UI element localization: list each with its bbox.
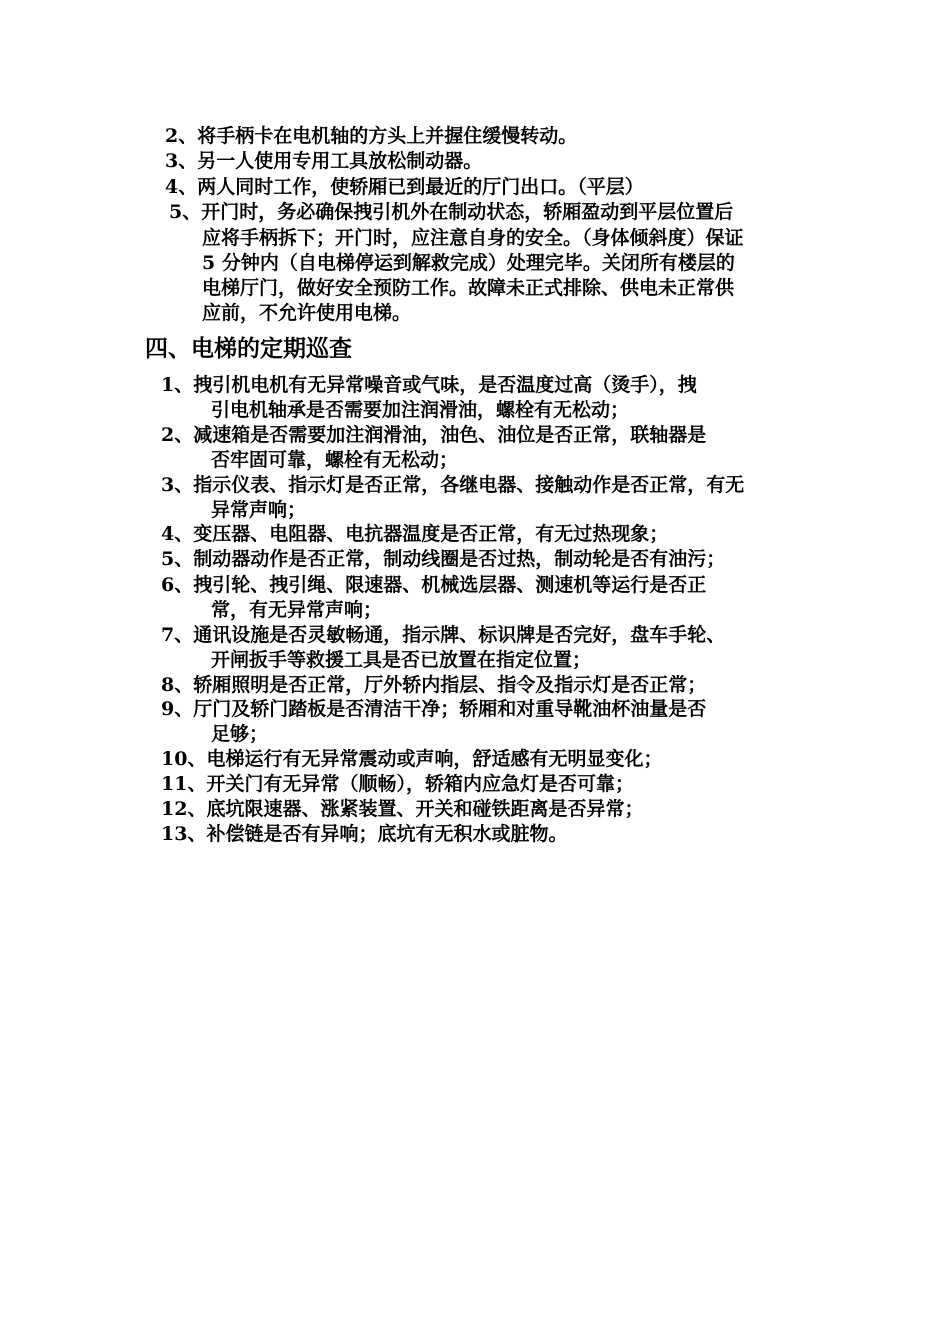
item-text: 、拽引机电机有无异常噪音或气味，是否温度过高（烫手），拽 (174, 374, 697, 396)
item-number: 3 (161, 474, 175, 496)
item-text: 、开门时，务必确保拽引机外在制动状态，轿厢盈动到平层位置后 (182, 201, 734, 223)
item-number: 4 (165, 176, 179, 198)
item-number: 8 (161, 674, 175, 696)
item-text: 、两人同时工作，使轿厢已到最近的厅门出口。（平层） (178, 176, 644, 198)
item-number: 5 (169, 201, 183, 223)
item-number: 13 (161, 823, 188, 845)
inspection-item-6-continuation: 常，有无异常声响； (211, 599, 383, 621)
inspection-item-3 (161, 473, 744, 498)
item-number: 2 (161, 424, 175, 446)
item-text: 、底坑限速器、涨紧装置、开关和碰铁距离是否异常； (187, 798, 644, 820)
item-number: 7 (161, 624, 175, 646)
inspection-item-10 (161, 747, 662, 772)
inspection-item-13 (161, 822, 567, 847)
inspection-item-6 (161, 573, 706, 598)
inspection-item-7 (161, 623, 725, 648)
item-number: 3 (165, 150, 179, 172)
item-text: 、补偿链是否有异响；底坑有无积水或脏物。 (187, 823, 568, 845)
inspection-item-3-continuation: 异常声响； (211, 499, 307, 521)
procedure-item-5-continuation: 应将手柄拆下；开门时，应注意自身的安全。（身体倾斜度）保证 (202, 227, 744, 249)
inspection-item-1-continuation: 引电机轴承是否需要加注润滑油，螺栓有无松动； (211, 399, 630, 421)
item-text: 、将手柄卡在电机轴的方头上并握住缓慢转动。 (178, 125, 578, 147)
inspection-item-2 (161, 423, 706, 448)
procedure-item-5-continuation: 电梯厅门，做好安全预防工作。故障未正式排除、供电未正常供 (202, 277, 735, 299)
inspection-item-11 (161, 772, 634, 797)
procedure-item-2 (165, 124, 577, 149)
inspection-item-7-continuation: 开闸扳手等救援工具是否已放置在指定位置； (211, 649, 592, 671)
item-text: 、开关门有无异常（顺畅），轿箱内应急灯是否可靠； (187, 773, 634, 795)
item-number: 1 (161, 374, 175, 396)
inspection-item-9 (161, 697, 706, 722)
item-text: 、厅门及轿门踏板是否清洁干净；轿厢和对重导靴油杯油量是否 (174, 698, 707, 720)
item-text: 、电梯运行有无异常震动或声响，舒适感有无明显变化； (187, 748, 663, 770)
inspection-item-9-continuation: 足够； (211, 723, 269, 745)
item-text: 、指示仪表、指示灯是否正常，各继电器、接触动作是否正常，有无 (174, 474, 745, 496)
inspection-item-4 (161, 522, 668, 547)
procedure-item-5-continuation: 应前，不允许使用电梯。 (202, 302, 412, 324)
item-text: 、变压器、电阻器、电抗器温度是否正常，有无过热现象； (174, 523, 669, 545)
procedure-item-3 (165, 149, 482, 174)
item-text: 、制动器动作是否正常，制动线圈是否过热，制动轮是否有油污； (174, 548, 726, 570)
item-number: 2 (165, 125, 179, 147)
inspection-item-8 (161, 673, 706, 698)
item-number: 4 (161, 523, 175, 545)
item-text: 、减速箱是否需要加注润滑油，油色、油位是否正常，联轴器是 (174, 424, 707, 446)
item-text: 、通讯设施是否灵敏畅通，指示牌、标识牌是否完好，盘车手轮、 (174, 624, 726, 646)
inspection-item-12 (161, 797, 643, 822)
item-number: 9 (161, 698, 175, 720)
item-text: 、轿厢照明是否正常，厅外轿内指层、指令及指示灯是否正常； (174, 674, 707, 696)
procedure-item-4 (165, 175, 644, 200)
item-text: 、另一人使用专用工具放松制动器。 (178, 150, 483, 172)
procedure-item-5-continuation: 5 分钟内（自电梯停运到解救完成）处理完毕。关闭所有楼层的 (202, 252, 735, 274)
item-number: 6 (161, 574, 175, 596)
section-heading: 四、电梯的定期巡查 (145, 335, 352, 362)
inspection-item-1 (161, 373, 697, 398)
item-number: 5 (161, 548, 175, 570)
inspection-item-5 (161, 547, 725, 572)
item-number: 11 (161, 773, 188, 795)
procedure-item-5 (169, 200, 733, 225)
item-number: 12 (161, 798, 188, 820)
inspection-item-2-continuation: 否牢固可靠，螺栓有无松动； (211, 449, 459, 471)
item-text: 、拽引轮、拽引绳、限速器、机械选层器、测速机等运行是否正 (174, 574, 707, 596)
item-number: 10 (161, 748, 188, 770)
